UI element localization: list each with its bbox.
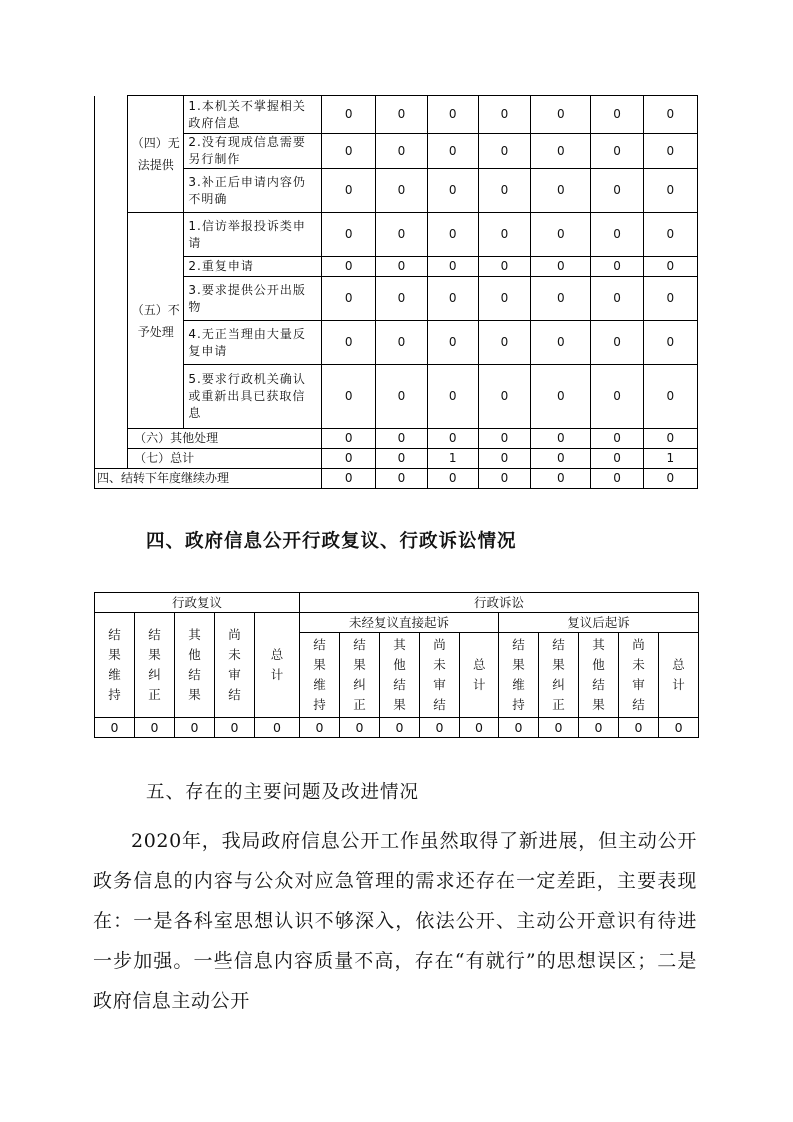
value-cell: 0 bbox=[427, 429, 478, 449]
table-row bbox=[95, 277, 698, 321]
value-cell: 0 bbox=[427, 365, 478, 429]
value-cell: 0 bbox=[531, 257, 591, 277]
row-label: 3.补正后申请内容仍不明确 bbox=[184, 169, 322, 213]
value-cell: 0 bbox=[427, 257, 478, 277]
admin-litigation-header: 行政诉讼 bbox=[300, 593, 699, 613]
review-col-header: 结果维持 bbox=[95, 613, 135, 718]
value-cell: 1 bbox=[427, 449, 478, 469]
value-cell: 0 bbox=[322, 365, 376, 429]
value-cell: 0 bbox=[531, 213, 591, 257]
value-cell: 0 bbox=[376, 96, 427, 134]
direct-col-header: 结果纠正 bbox=[340, 633, 380, 718]
table-row bbox=[95, 365, 698, 429]
value-cell: 0 bbox=[376, 257, 427, 277]
row-label: 2.重复申请 bbox=[184, 257, 322, 277]
value-cell: 0 bbox=[619, 718, 659, 738]
value-cell: 0 bbox=[95, 718, 135, 738]
table-row bbox=[95, 257, 698, 277]
value-cell: 0 bbox=[478, 257, 530, 277]
value-cell: 0 bbox=[591, 213, 643, 257]
value-cell: 0 bbox=[531, 429, 591, 449]
value-cell: 0 bbox=[322, 96, 376, 134]
value-cell: 0 bbox=[478, 365, 530, 429]
review-col-header: 其他结果 bbox=[175, 613, 215, 718]
value-cell: 0 bbox=[478, 169, 530, 213]
direct-col-header: 总计 bbox=[460, 633, 499, 718]
value-cell: 0 bbox=[531, 469, 591, 489]
value-cell: 0 bbox=[135, 718, 175, 738]
value-cell: 0 bbox=[322, 449, 376, 469]
value-cell: 0 bbox=[460, 718, 499, 738]
after-col-header: 结果维持 bbox=[499, 633, 539, 718]
value-cell: 0 bbox=[322, 469, 376, 489]
row-label: 5.要求行政机关确认或重新出具已获取信息 bbox=[184, 365, 322, 429]
application-handling-table bbox=[94, 95, 698, 489]
value-cell: 0 bbox=[643, 429, 697, 449]
value-cell: 0 bbox=[478, 96, 530, 134]
row-label: 1.本机关不掌握相关政府信息 bbox=[184, 96, 322, 134]
value-cell: 0 bbox=[478, 429, 530, 449]
value-cell: 0 bbox=[376, 321, 427, 365]
value-cell: 0 bbox=[380, 718, 420, 738]
left-blank-cell bbox=[95, 449, 128, 469]
value-cell: 0 bbox=[478, 449, 530, 469]
group-label: （五）不予处理 bbox=[128, 213, 184, 429]
table-row bbox=[95, 134, 698, 169]
value-cell: 0 bbox=[643, 213, 697, 257]
value-cell: 0 bbox=[643, 469, 697, 489]
direct-col-header: 尚未审结 bbox=[420, 633, 460, 718]
value-cell: 0 bbox=[427, 277, 478, 321]
value-cell: 0 bbox=[376, 449, 427, 469]
value-cell: 0 bbox=[420, 718, 460, 738]
direct-col-header: 其他结果 bbox=[380, 633, 420, 718]
value-cell: 0 bbox=[427, 134, 478, 169]
value-cell: 0 bbox=[579, 718, 619, 738]
group-label: （四）无法提供 bbox=[128, 96, 184, 213]
value-cell: 0 bbox=[531, 96, 591, 134]
section-4-title: 四、政府信息公开行政复议、行政诉讼情况 bbox=[146, 531, 517, 552]
value-cell: 0 bbox=[591, 134, 643, 169]
row-label: （七）总计 bbox=[128, 449, 322, 469]
value-cell: 0 bbox=[322, 429, 376, 449]
table-row bbox=[95, 429, 698, 449]
value-cell: 0 bbox=[376, 469, 427, 489]
review-litigation-table bbox=[94, 592, 699, 738]
table-row bbox=[95, 321, 698, 365]
value-cell: 0 bbox=[427, 169, 478, 213]
value-cell: 0 bbox=[643, 169, 697, 213]
value-cell: 0 bbox=[643, 321, 697, 365]
value-cell: 0 bbox=[591, 321, 643, 365]
value-cell: 0 bbox=[376, 277, 427, 321]
value-cell: 0 bbox=[591, 257, 643, 277]
left-blank-cell bbox=[95, 429, 128, 449]
value-cell: 0 bbox=[478, 213, 530, 257]
value-cell: 0 bbox=[591, 365, 643, 429]
row-label: 2.没有现成信息需要另行制作 bbox=[184, 134, 322, 169]
value-cell: 0 bbox=[591, 96, 643, 134]
value-cell: 0 bbox=[478, 277, 530, 321]
value-cell: 0 bbox=[531, 169, 591, 213]
value-cell: 0 bbox=[478, 469, 530, 489]
table-row bbox=[95, 96, 698, 134]
value-cell: 0 bbox=[376, 213, 427, 257]
value-cell: 0 bbox=[322, 134, 376, 169]
value-cell: 0 bbox=[300, 718, 340, 738]
value-cell: 0 bbox=[591, 169, 643, 213]
value-cell: 0 bbox=[643, 277, 697, 321]
table-row bbox=[95, 449, 698, 469]
value-cell: 0 bbox=[531, 277, 591, 321]
direct-litigation-header: 未经复议直接起诉 bbox=[300, 613, 499, 633]
row-label: 1.信访举报投诉类申请 bbox=[184, 213, 322, 257]
admin-review-header: 行政复议 bbox=[95, 593, 300, 613]
row-label: 3.要求提供公开出版物 bbox=[184, 277, 322, 321]
review-col-header: 尚未审结 bbox=[215, 613, 255, 718]
after-col-header: 尚未审结 bbox=[619, 633, 659, 718]
row-label: （六）其他处理 bbox=[128, 429, 322, 449]
value-cell: 0 bbox=[591, 429, 643, 449]
value-cell: 0 bbox=[376, 134, 427, 169]
value-cell: 0 bbox=[322, 257, 376, 277]
value-cell: 0 bbox=[427, 469, 478, 489]
value-cell: 0 bbox=[539, 718, 579, 738]
value-cell: 0 bbox=[376, 365, 427, 429]
value-cell: 0 bbox=[376, 429, 427, 449]
direct-col-header: 结果维持 bbox=[300, 633, 340, 718]
after-col-header: 结果纠正 bbox=[539, 633, 579, 718]
value-cell: 0 bbox=[531, 365, 591, 429]
row-label: 四、结转下年度继续办理 bbox=[95, 469, 322, 489]
value-cell: 0 bbox=[659, 718, 699, 738]
section-5-title: 五、存在的主要问题及改进情况 bbox=[146, 782, 420, 803]
value-cell: 0 bbox=[376, 169, 427, 213]
value-cell: 0 bbox=[531, 321, 591, 365]
value-cell: 0 bbox=[255, 718, 300, 738]
value-cell: 0 bbox=[340, 718, 380, 738]
value-cell: 0 bbox=[478, 321, 530, 365]
body-paragraph: 2020年，我局政府信息公开工作虽然取得了新进展，但主动公开政务信息的内容与公众对应急管理的需求还存在一定差距，主要表现在：一是各科室思想认识不够深入，依法公开、主动公开意识有待进一步加强。一些信息内容质量不高，存在“有就行”的思想误区；二是政府信息主动公开 bbox=[93, 830, 697, 1012]
left-blank-cell bbox=[95, 213, 128, 429]
value-cell: 0 bbox=[322, 213, 376, 257]
review-col-header: 总计 bbox=[255, 613, 300, 718]
value-cell: 0 bbox=[643, 96, 697, 134]
value-cell: 0 bbox=[591, 277, 643, 321]
table-row bbox=[95, 169, 698, 213]
after-review-litigation-header: 复议后起诉 bbox=[499, 613, 699, 633]
value-cell: 0 bbox=[643, 257, 697, 277]
value-cell: 0 bbox=[427, 321, 478, 365]
row-label: 4.无正当理由大量反复申请 bbox=[184, 321, 322, 365]
value-cell: 0 bbox=[322, 169, 376, 213]
value-cell: 0 bbox=[499, 718, 539, 738]
value-cell: 0 bbox=[322, 277, 376, 321]
value-cell: 0 bbox=[643, 134, 697, 169]
value-cell: 0 bbox=[591, 469, 643, 489]
review-col-header: 结果纠正 bbox=[135, 613, 175, 718]
value-cell: 0 bbox=[215, 718, 255, 738]
value-cell: 0 bbox=[531, 449, 591, 469]
value-cell: 0 bbox=[322, 321, 376, 365]
value-cell: 0 bbox=[643, 365, 697, 429]
value-cell: 0 bbox=[175, 718, 215, 738]
value-cell: 1 bbox=[643, 449, 697, 469]
value-cell: 0 bbox=[427, 96, 478, 134]
table-row bbox=[95, 469, 698, 489]
left-blank-cell bbox=[95, 96, 128, 213]
value-cell: 0 bbox=[531, 134, 591, 169]
table-row bbox=[95, 213, 698, 257]
value-cell: 0 bbox=[478, 134, 530, 169]
after-col-header: 总计 bbox=[659, 633, 699, 718]
value-cell: 0 bbox=[427, 213, 478, 257]
after-col-header: 其他结果 bbox=[579, 633, 619, 718]
value-cell: 0 bbox=[591, 449, 643, 469]
